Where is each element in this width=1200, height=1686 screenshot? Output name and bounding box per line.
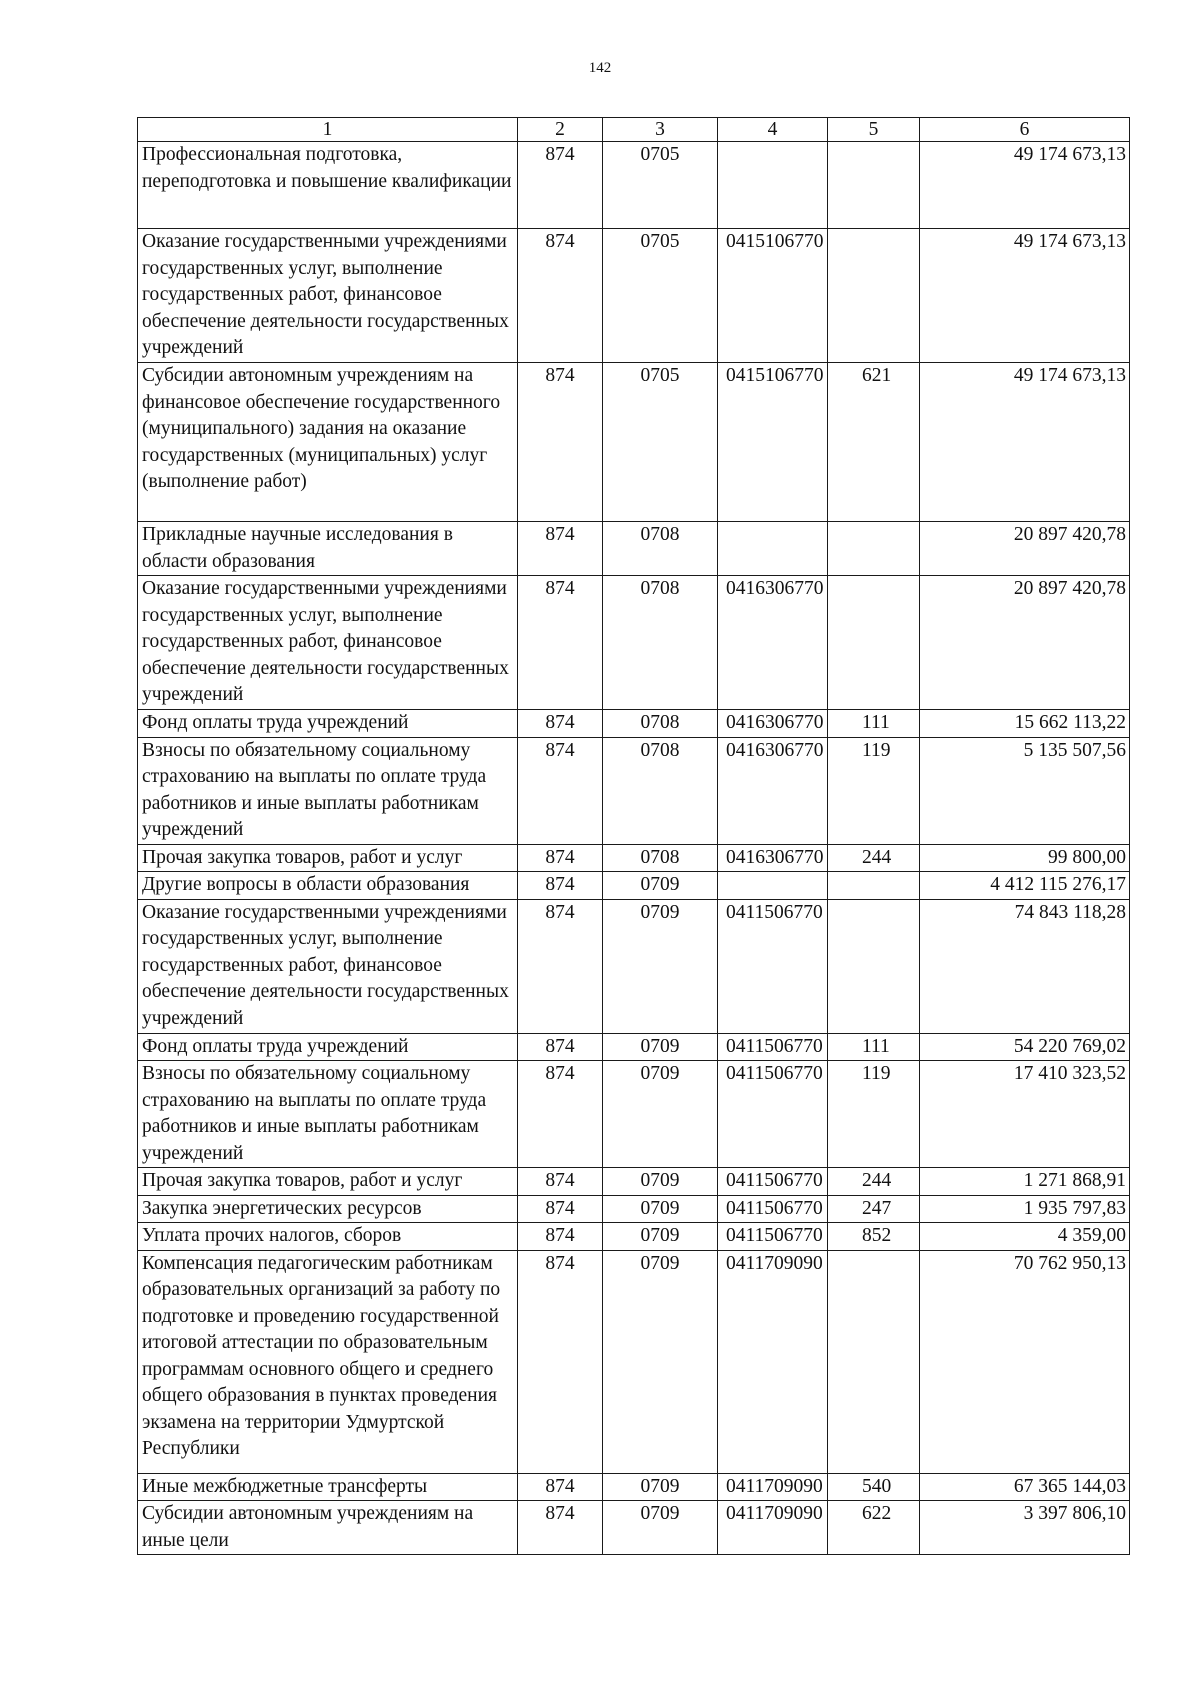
row-target-code: 0416306770 (718, 737, 828, 844)
header-cell: 5 (828, 118, 920, 142)
row-section-code: 0709 (603, 899, 718, 1033)
row-expense-type: 244 (828, 1168, 920, 1196)
table-row (138, 576, 1130, 710)
row-amount: 49 174 673,13 (920, 229, 1130, 363)
row-section-code: 0709 (603, 1223, 718, 1251)
row-section-code: 0705 (603, 229, 718, 363)
row-target-code: 0411506770 (718, 1195, 828, 1223)
row-ministry-code: 874 (518, 899, 603, 1033)
row-amount: 17 410 323,52 (920, 1061, 1130, 1168)
row-ministry-code: 874 (518, 844, 603, 872)
row-ministry-code: 874 (518, 229, 603, 363)
row-section-code: 0705 (603, 363, 718, 522)
row-expense-type (828, 229, 920, 363)
row-amount: 5 135 507,56 (920, 737, 1130, 844)
row-section-code: 0709 (603, 1195, 718, 1223)
row-ministry-code: 874 (518, 1250, 603, 1473)
row-name: Компенсация педагогическим работникам образовательных организаций за работу по подготовке и проведению государственной итоговой аттестации по образовательным программам основного общего и среднего общего образования в пунктах проведения экзамена на территории Удмуртской Республики (138, 1250, 518, 1473)
row-name: Прочая закупка товаров, работ и услуг (138, 1168, 518, 1196)
table-row (138, 363, 1130, 522)
row-amount: 49 174 673,13 (920, 142, 1130, 229)
row-target-code (718, 522, 828, 576)
row-expense-type: 111 (828, 1033, 920, 1061)
table-row (138, 899, 1130, 1033)
row-section-code: 0709 (603, 1033, 718, 1061)
table-header (138, 118, 1130, 142)
header-cell: 6 (920, 118, 1130, 142)
table-body (138, 142, 1130, 1555)
row-section-code: 0708 (603, 576, 718, 710)
row-expense-type: 622 (828, 1501, 920, 1555)
row-ministry-code: 874 (518, 710, 603, 738)
row-expense-type: 119 (828, 737, 920, 844)
row-ministry-code: 874 (518, 1473, 603, 1501)
row-expense-type (828, 872, 920, 900)
row-expense-type: 621 (828, 363, 920, 522)
row-section-code: 0709 (603, 1250, 718, 1473)
row-amount: 1 935 797,83 (920, 1195, 1130, 1223)
table-row (138, 1061, 1130, 1168)
row-section-code: 0708 (603, 710, 718, 738)
row-ministry-code: 874 (518, 1168, 603, 1196)
row-ministry-code: 874 (518, 1501, 603, 1555)
header-cell: 1 (138, 118, 518, 142)
table-row (138, 1168, 1130, 1196)
row-target-code: 0411506770 (718, 1168, 828, 1196)
page-number: 142 (588, 60, 612, 76)
row-ministry-code: 874 (518, 363, 603, 522)
header-cell: 4 (718, 118, 828, 142)
row-target-code: 0411709090 (718, 1250, 828, 1473)
row-expense-type (828, 1250, 920, 1473)
table-row (138, 872, 1130, 900)
row-expense-type (828, 142, 920, 229)
row-expense-type: 244 (828, 844, 920, 872)
row-name: Субсидии автономным учреждениям на финансовое обеспечение государственного (муниципального) задания на оказание государственных (муниципальных) услуг (выполнение работ) (138, 363, 518, 522)
row-amount: 15 662 113,22 (920, 710, 1130, 738)
table-row (138, 1033, 1130, 1061)
row-expense-type: 540 (828, 1473, 920, 1501)
header-cell: 2 (518, 118, 603, 142)
row-ministry-code: 874 (518, 737, 603, 844)
row-target-code: 0415106770 (718, 229, 828, 363)
row-section-code: 0709 (603, 1501, 718, 1555)
budget-table (137, 117, 1130, 1555)
row-ministry-code: 874 (518, 872, 603, 900)
table-row (138, 142, 1130, 229)
row-target-code: 0411506770 (718, 1223, 828, 1251)
header-row (138, 118, 1130, 142)
row-target-code: 0411709090 (718, 1473, 828, 1501)
row-ministry-code: 874 (518, 1033, 603, 1061)
row-amount: 49 174 673,13 (920, 363, 1130, 522)
row-section-code: 0709 (603, 1061, 718, 1168)
row-name: Другие вопросы в области образования (138, 872, 518, 900)
row-section-code: 0708 (603, 844, 718, 872)
table-row (138, 1501, 1130, 1555)
row-expense-type: 852 (828, 1223, 920, 1251)
row-section-code: 0705 (603, 142, 718, 229)
row-target-code: 0411506770 (718, 899, 828, 1033)
row-amount: 74 843 118,28 (920, 899, 1130, 1033)
row-amount: 3 397 806,10 (920, 1501, 1130, 1555)
row-ministry-code: 874 (518, 142, 603, 229)
table-row (138, 1195, 1130, 1223)
row-amount: 4 359,00 (920, 1223, 1130, 1251)
row-name: Оказание государственными учреждениями государственных услуг, выполнение государственных работ, финансовое обеспечение деятельности государственных учреждений (138, 576, 518, 710)
row-name: Взносы по обязательному социальному страхованию на выплаты по оплате труда работников и иные выплаты работникам учреждений (138, 1061, 518, 1168)
row-name: Иные межбюджетные трансферты (138, 1473, 518, 1501)
table-row (138, 844, 1130, 872)
row-section-code: 0709 (603, 872, 718, 900)
row-target-code (718, 142, 828, 229)
row-name: Фонд оплаты труда учреждений (138, 1033, 518, 1061)
header-cell: 3 (603, 118, 718, 142)
row-amount: 54 220 769,02 (920, 1033, 1130, 1061)
row-name: Прочая закупка товаров, работ и услуг (138, 844, 518, 872)
table-row (138, 710, 1130, 738)
row-name: Оказание государственными учреждениями государственных услуг, выполнение государственных работ, финансовое обеспечение деятельности государственных учреждений (138, 899, 518, 1033)
row-section-code: 0709 (603, 1473, 718, 1501)
row-section-code: 0709 (603, 1168, 718, 1196)
row-name: Уплата прочих налогов, сборов (138, 1223, 518, 1251)
row-ministry-code: 874 (518, 1195, 603, 1223)
row-target-code: 0416306770 (718, 710, 828, 738)
row-target-code: 0411506770 (718, 1033, 828, 1061)
row-expense-type (828, 522, 920, 576)
row-target-code: 0411506770 (718, 1061, 828, 1168)
row-amount: 67 365 144,03 (920, 1473, 1130, 1501)
table-row (138, 1250, 1130, 1473)
row-amount: 1 271 868,91 (920, 1168, 1130, 1196)
row-name: Оказание государственными учреждениями государственных услуг, выполнение государственных работ, финансовое обеспечение деятельности государственных учреждений (138, 229, 518, 363)
row-section-code: 0708 (603, 522, 718, 576)
row-amount: 20 897 420,78 (920, 576, 1130, 710)
row-name: Прикладные научные исследования в области образования (138, 522, 518, 576)
row-ministry-code: 874 (518, 1061, 603, 1168)
row-amount: 20 897 420,78 (920, 522, 1130, 576)
row-expense-type: 119 (828, 1061, 920, 1168)
row-name: Взносы по обязательному социальному страхованию на выплаты по оплате труда работников и иные выплаты работникам учреждений (138, 737, 518, 844)
table-row (138, 229, 1130, 363)
table-row (138, 737, 1130, 844)
row-name: Субсидии автономным учреждениям на иные цели (138, 1501, 518, 1555)
row-target-code: 0416306770 (718, 576, 828, 710)
row-target-code: 0416306770 (718, 844, 828, 872)
table-row (138, 522, 1130, 576)
row-amount: 99 800,00 (920, 844, 1130, 872)
row-section-code: 0708 (603, 737, 718, 844)
row-expense-type (828, 899, 920, 1033)
row-expense-type: 111 (828, 710, 920, 738)
row-target-code: 0411709090 (718, 1501, 828, 1555)
row-expense-type (828, 576, 920, 710)
row-target-code (718, 872, 828, 900)
row-name: Фонд оплаты труда учреждений (138, 710, 518, 738)
row-expense-type: 247 (828, 1195, 920, 1223)
row-ministry-code: 874 (518, 1223, 603, 1251)
row-ministry-code: 874 (518, 576, 603, 710)
row-name: Закупка энергетических ресурсов (138, 1195, 518, 1223)
table-row (138, 1473, 1130, 1501)
row-target-code: 0415106770 (718, 363, 828, 522)
row-amount: 4 412 115 276,17 (920, 872, 1130, 900)
row-amount: 70 762 950,13 (920, 1250, 1130, 1473)
table-row (138, 1223, 1130, 1251)
row-name: Профессиональная подготовка, переподготовка и повышение квалификации (138, 142, 518, 229)
row-ministry-code: 874 (518, 522, 603, 576)
